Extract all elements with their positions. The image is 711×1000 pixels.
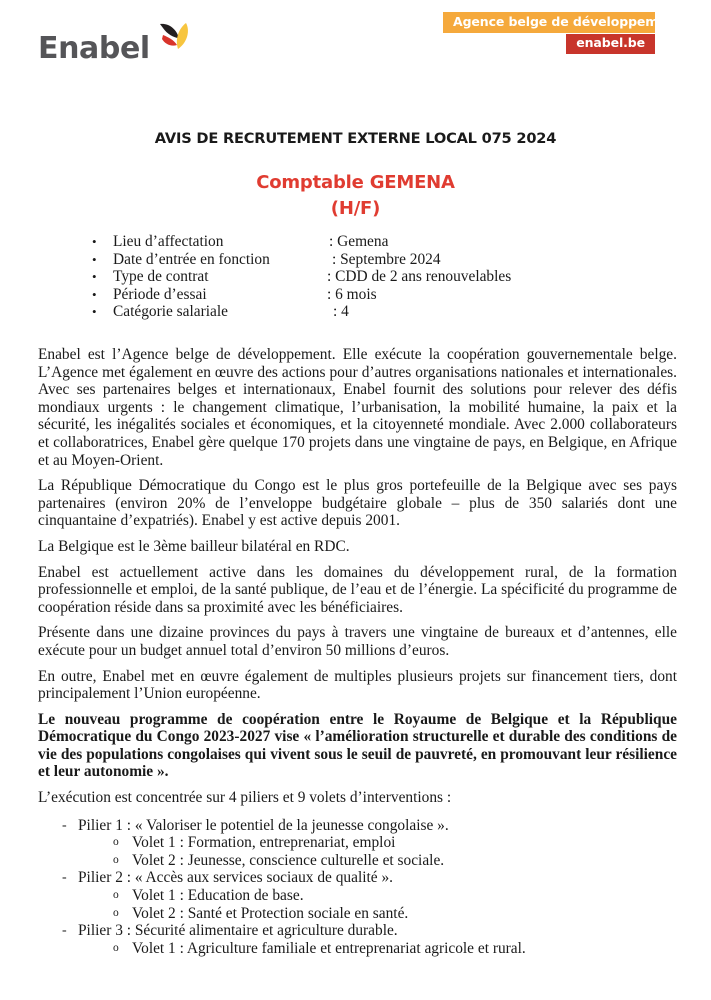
- agency-badge: [443, 12, 682, 54]
- document-body: [38, 346, 677, 957]
- agency-badge-website: enabel.be: [566, 34, 655, 53]
- pillar-item: [38, 869, 677, 887]
- bullet-icon: •: [92, 286, 97, 302]
- volet-item: [38, 834, 677, 852]
- enabel-logo-text: Enabel: [38, 31, 150, 66]
- enabel-swoosh-icon: [152, 18, 196, 62]
- job-meta-label: Période d’essai: [113, 285, 207, 303]
- job-meta-row: [0, 233, 711, 251]
- job-meta-label: Date d’entrée en fonction: [113, 250, 270, 268]
- job-meta-value: : Gemena: [329, 233, 389, 250]
- circle-bullet-icon: o: [113, 853, 119, 866]
- body-paragraph: En outre, Enabel met en œuvre également de multiples plusieurs projets sur financement tiers, dont principalement l’Union européenne.: [38, 667, 677, 703]
- job-meta-row: [0, 286, 711, 304]
- bullet-icon: •: [92, 234, 97, 249]
- notice-title: AVIS DE RECRUTEMENT EXTERNE LOCAL 075 2024: [154, 130, 557, 147]
- bullet-icon: •: [92, 304, 97, 320]
- body-paragraph: Enabel est l’Agence belge de développement. Elle exécute la coopération gouvernementale belge. L’Agence met également en œuvre des actions pour d’autres organisations nationales et internationales. Avec ses partenaires belges et internationaux, Enabel fournit des solutions pour relever des défis mondiaux urgents : le changement climatique, l’urbanisation, la mobilité humaine, la paix et la sécurité, les inégalités sociales et économiques, et la citoyenneté mondiale. Avec 2.000 collaborateurs et collaboratrices, Enabel gère quelque 170 projets dans une vingtaine de pays, en Belgique, en Afrique et au Moyen-Orient.: [38, 346, 677, 469]
- body-paragraph: Enabel est actuellement active dans les domaines du développement rural, de la formation professionnelle et emploi, de la santé publique, de l’eau et de l’énergie. La spécificité du programme de coopération réside dans sa proximité avec les bénéficiaires.: [38, 563, 677, 616]
- job-meta-row: [0, 251, 711, 269]
- volet-item: [38, 905, 677, 923]
- job-meta-label: Lieu d’affectation: [113, 233, 224, 250]
- dash-bullet-icon: -: [62, 870, 67, 886]
- job-meta-label: Type de contrat: [113, 268, 209, 286]
- job-meta-value: : 4: [333, 303, 349, 321]
- volet-label: Volet 1 : Agriculture familiale et entreprenariat agricole et rural.: [132, 939, 526, 957]
- circle-bullet-icon: o: [113, 941, 119, 954]
- bullet-icon: •: [92, 251, 97, 267]
- job-meta-value: : 6 mois: [327, 285, 377, 303]
- body-paragraph: L’exécution est concentrée sur 4 piliers et 9 volets d’interventions :: [38, 789, 452, 807]
- job-meta-value: : CDD de 2 ans renouvelables: [327, 268, 512, 286]
- job-title-gender: (H/F): [330, 198, 381, 219]
- volet-label: Volet 2 : Jeunesse, conscience culturelle et sociale.: [132, 851, 445, 869]
- enabel-logo: [38, 18, 196, 64]
- pillar-label: Pilier 3 : Sécurité alimentaire et agriculture durable.: [78, 922, 398, 940]
- body-paragraph: Présente dans une dizaine provinces du pays à travers une vingtaine de bureaux et d’antennes, elle exécute pour un budget annuel total d’environ 50 millions d’euros.: [38, 624, 677, 659]
- paragraph-container: [38, 346, 677, 807]
- job-title: Comptable GEMENA: [256, 172, 455, 193]
- pillar-item: [38, 922, 677, 940]
- pillar-label: Pilier 2 : « Accès aux services sociaux de qualité ».: [78, 869, 393, 887]
- volet-item: [38, 940, 677, 958]
- dash-bullet-icon: -: [62, 817, 67, 833]
- circle-bullet-icon: o: [113, 836, 119, 849]
- body-paragraph: La Belgique est le 3ème bailleur bilatéral en RDC.: [38, 537, 350, 555]
- pillar-item: [38, 817, 677, 835]
- body-paragraph: La République Démocratique du Congo est le plus gros portefeuille de la Belgique avec ses pays partenaires (environ 20% de l’enveloppe budgétaire globale – plus de 350 salariés dont une cinquantaine d’expatriés). Enabel y est active depuis 2001.: [38, 477, 677, 530]
- circle-bullet-icon: o: [113, 889, 119, 902]
- agency-badge-tagline: Agence belge de développement: [443, 12, 655, 33]
- volet-item: [38, 887, 677, 905]
- job-meta-label: Catégorie salariale: [113, 303, 228, 321]
- volet-label: Volet 1 : Formation, entreprenariat, emploi: [132, 834, 396, 852]
- job-meta-list: [0, 233, 711, 321]
- pillar-label: Pilier 1 : « Valoriser le potentiel de la jeunesse congolaise ».: [78, 816, 449, 834]
- document-header: [0, 0, 711, 95]
- circle-bullet-icon: o: [113, 906, 119, 919]
- job-meta-value: : Septembre 2024: [332, 250, 441, 268]
- volet-item: [38, 852, 677, 870]
- body-paragraph-emphasis: Le nouveau programme de coopération entre le Royaume de Belgique et la République Démocratique du Congo 2023-2027 vise « l’amélioration structurelle et durable des conditions de vie des populations congolaises qui vivent sous le seuil de pauvreté, en promouvant leur résilience et leur autonomie ».: [38, 710, 677, 781]
- dash-bullet-icon: -: [62, 923, 67, 939]
- job-meta-row: [0, 268, 711, 286]
- bullet-icon: •: [92, 269, 97, 285]
- pillars-list: [38, 817, 677, 958]
- volet-label: Volet 1 : Education de base.: [132, 887, 304, 905]
- job-meta-row: [0, 303, 711, 321]
- volet-label: Volet 2 : Santé et Protection sociale en santé.: [132, 904, 409, 922]
